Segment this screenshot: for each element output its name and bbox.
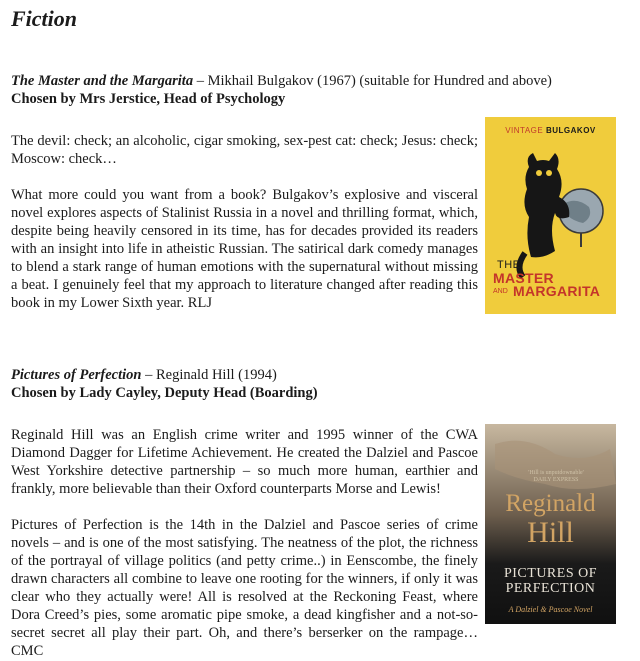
book-title: Pictures of Perfection [11,367,142,383]
cover-series: A Dalziel & Pascoe Novel [508,605,593,614]
chosen-by: Chosen by Mrs Jerstice, Head of Psychology [11,91,286,107]
book-title-line [11,72,631,90]
chosen-by: Chosen by Lady Cayley, Deputy Head (Boarding) [11,385,318,401]
book-review-2 [11,426,478,660]
book-byline: – Mikhail Bulgakov (1967) (suitable for Hundred and above) [193,73,552,89]
cover-title-and: AND [493,288,508,295]
cover-author-first: Reginald [505,490,596,517]
book-review-1 [11,132,478,312]
book-cover-pictures-of-perfection [485,424,616,624]
review-paragraph: Pictures of Perfection is the 14th in the Dalziel and Pascoe series of crime novels – and is one of the most satisfying. The neatness of the plot, the richness of the portrayal of village politics (and petty crime..) in Eenscombe, the finely drawn characters all combine to leave one rooting for the winners, if only it was clear who they actually were! All is resolved at the Reckoning Feast, where Dora Creed’s pies, some aromatic pipe smoke, a dead kingfisher and a not-so-secret secret all play their part. Oh, and there’s berserker on the rampage… CMC [11,517,478,659]
cover-title-master: MASTER [493,270,554,286]
cover-title-the: THE [497,259,521,271]
book-title-line [11,366,631,384]
page-title: Fiction [11,6,78,31]
cover-title-line1: PICTURES OF [503,566,598,581]
publisher-author: BULGAKOV [545,126,596,135]
book-heading-2 [11,366,631,402]
review-paragraph: What more could you want from a book? Bulgakov’s explosive and visceral novel explores aspects of Stalinist Russia in a novel and thrilling format, which, despite being heavily censored in its time, has for decades provided its readers with an insight into life in atheistic Russian. The satirical dark comedy manages to blend a stark range of human emotions with the supernatural without missing a beat. I genuinely feel that my approach to literature changed after reading this book in my Lower Sixth year. RLJ [11,187,478,311]
cover-title-margarita: MARGARITA [513,283,601,299]
book-title: The Master and the Margarita [11,73,194,89]
publisher-label [485,126,616,135]
book-cover-master-and-margarita [485,117,616,314]
cover-author-last: Hill [527,516,574,549]
book-byline: – Reginald Hill (1994) [141,367,277,383]
cover-title-line2: PERFECTION [505,581,596,596]
book-heading-1 [11,72,631,108]
publisher-vintage: VINTAGE [505,126,544,135]
review-paragraph: The devil: check; an alcoholic, cigar smoking, sex-pest cat: check; Jesus: check; Moscow: check… [11,133,478,167]
cover-quote: 'Hill is unputdownable' DAILY EXPRESS [528,470,584,483]
review-paragraph: Reginald Hill was an English crime writer and 1995 winner of the CWA Diamond Dagger for Lifetime Achievement. He created the Dalziel and Pascoe West Yorkshire detective partnership – so much more human, earthier and frankly, more believable than their Oxford counterparts Morse and Lewis! [11,427,478,497]
